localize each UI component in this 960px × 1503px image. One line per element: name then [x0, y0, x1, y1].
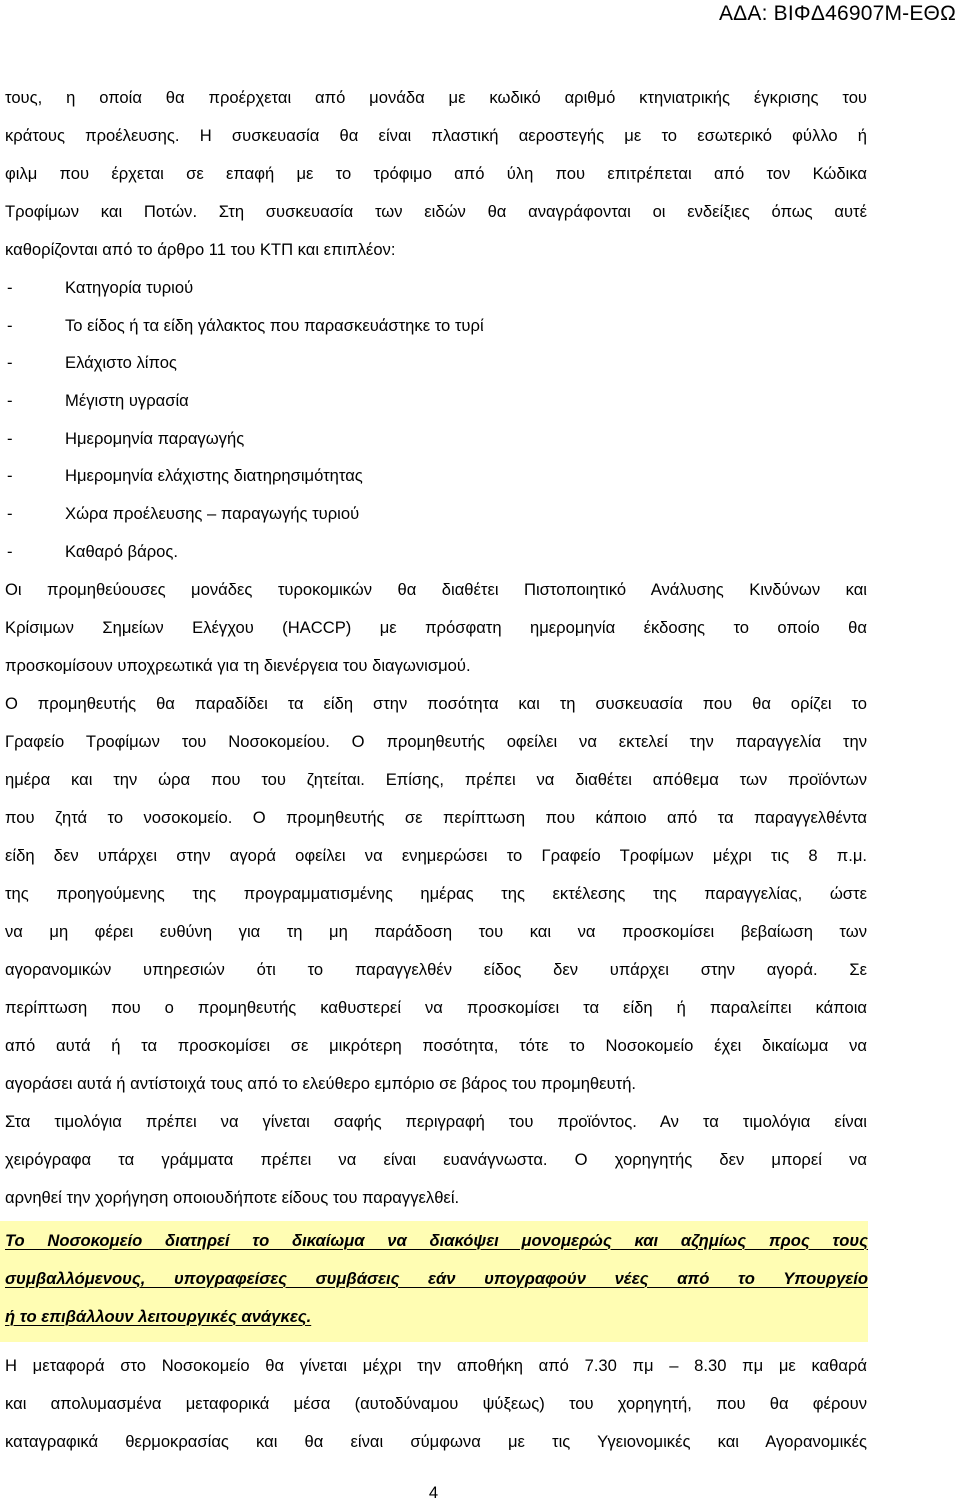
list-item: [5, 533, 867, 571]
list-item: [5, 495, 867, 533]
list-item: [5, 420, 867, 458]
list-item-text: Το είδος ή τα είδη γάλακτος που παρασκευάστηκε το τυρί: [65, 315, 484, 335]
text-line: καθορίζονται από το άρθρο 11 του ΚΤΠ και επιπλέον:: [5, 240, 396, 259]
text-line: Στα τιμολόγια πρέπει να γίνεται σαφής περιγραφή του προϊόντος. Αν τα τιμολόγια είναι: [5, 1111, 867, 1131]
text-line: Οι προμηθεύουσες μονάδες τυροκομικών θα διαθέτει Πιστοποιητικό Ανάλυσης Κινδύνων και: [5, 579, 867, 599]
ada-code: ΑΔΑ: ΒΙΦΔ46907Μ-ΕΘΩ: [718, 2, 956, 25]
notice-line: Το Νοσοκομείο διατηρεί το δικαίωμα να διακόψει μονομερώς και αζημίως προς τους: [5, 1230, 868, 1250]
text-line: τους, η οποία θα προέρχεται από μονάδα με κωδικό αριθμό κτηνιατρικής έγκρισης του: [5, 88, 867, 107]
text-line: είδη δεν υπάρχει στην αγορά οφείλει να ενημερώσει το Γραφείο Τροφίμων μέχρι τις 8 π.μ.: [5, 845, 867, 865]
paragraph-transport: [5, 1347, 867, 1461]
list-item: [5, 382, 867, 420]
list-bullet: -: [7, 391, 13, 411]
text-line: αγορανομικών υπηρεσιών ότι το παραγγελθέν είδος δεν υπάρχει στην αγορά. Σε: [5, 959, 867, 979]
text-line: της προηγούμενης της προγραμματισμένης ημέρας της εκτέλεσης της παραγγελίας, ώστε: [5, 883, 867, 903]
text-line: περίπτωση που ο προμηθευτής καθυστερεί να προσκομίσει τα είδη ή παραλείπει κάποια: [5, 997, 867, 1017]
paragraph-supplier-obligations: [5, 685, 867, 1103]
text-line: φιλμ που έρχεται σε επαφή με το τρόφιμο από ύλη που επιτρέπεται από τον Κώδικα: [5, 164, 867, 183]
paragraph-invoices: [5, 1103, 867, 1217]
paragraph-haccp: [5, 571, 867, 685]
list-item-text: Καθαρό βάρος.: [65, 541, 178, 561]
list-item: [5, 344, 867, 382]
text-line: Η μεταφορά στο Νοσοκομείο θα γίνεται μέχρι την αποθήκη από 7.30 πμ – 8.30 πμ με καθαρά: [5, 1355, 867, 1375]
list-item: [5, 457, 867, 495]
paragraph-packaging: [5, 79, 867, 269]
list-bullet: -: [7, 278, 13, 297]
text-line: χειρόγραφα τα γράμματα πρέπει να είναι ευανάγνωστα. Ο χορηγητής δεν μπορεί να: [5, 1149, 867, 1169]
notice-line: ή το επιβάλλουν λειτουργικές ανάγκες.: [5, 1306, 312, 1326]
text-line: Τροφίμων και Ποτών. Στη συσκευασία των ειδών θα αναγράφονται οι ενδείξιες όπως αυτέ: [5, 202, 867, 221]
text-line: Ο προμηθευτής θα παραδίδει τα είδη στην ποσότητα και τη συσκευασία που θα ορίζει το: [5, 693, 867, 713]
text-line: προσκομίσουν υποχρεωτικά για τη διενέργεια του διαγωνισμού.: [5, 655, 471, 675]
text-line: κράτους προέλευσης. Η συσκευασία θα είναι πλαστική αεροστεγής με το εσωτερικό φύλλο ή: [5, 126, 867, 145]
list-item-text: Ημερομηνία ελάχιστης διατηρησιμότητας: [65, 466, 363, 486]
text-line: και απολυμασμένα μεταφορικά μέσα (αυτοδύναμου ψύξεως) του χορηγητή, που θα φέρουν: [5, 1393, 867, 1413]
list-item-text: Ελάχιστο λίπος: [65, 353, 177, 373]
text-line: αγοράσει αυτά ή αντίστοιχά τους από το ελεύθερο εμπόριο σε βάρος του προμηθευτή.: [5, 1073, 637, 1093]
list-bullet: -: [7, 541, 13, 561]
text-line: ημέρα και την ώρα που του ζητείται. Επίσης, πρέπει να διαθέτει απόθεμα των προϊόντων: [5, 769, 867, 789]
list-item-text: Ημερομηνία παραγωγής: [65, 428, 245, 448]
document-body: [5, 79, 867, 1461]
list-item-text: Κατηγορία τυριού: [65, 278, 194, 297]
text-line: από αυτά ή τα προσκομίσει σε μικρότερη ποσότητα, τότε το Νοσοκομείο έχει δικαίωμα να: [5, 1035, 867, 1055]
list-bullet: -: [7, 428, 13, 448]
text-line: Γραφείο Τροφίμων του Νοσοκομείου. Ο προμηθευτής οφείλει να εκτελεί την παραγγελία την: [5, 731, 867, 751]
label-requirements-list: [5, 269, 867, 571]
page-number: 4: [428, 1483, 439, 1502]
list-item: [5, 307, 867, 345]
highlighted-notice: [0, 1221, 868, 1342]
list-item: [5, 269, 867, 307]
notice-line: συμβαλλόμενους, υπογραφείσες συμβάσεις εάν υπογραφούν νέες από το Υπουργείο: [5, 1268, 868, 1288]
list-bullet: -: [7, 353, 13, 373]
text-line: αρνηθεί την χορήγηση οποιουδήποτε είδους του παραγγελθεί.: [5, 1187, 460, 1207]
text-line: Κρίσιμων Σημείων Ελέγχου (HACCP) με πρόσφατη ημερομηνία έκδοσης το οποίο θα: [5, 617, 867, 637]
list-bullet: -: [7, 504, 13, 524]
list-bullet: -: [7, 466, 13, 486]
list-item-text: Χώρα προέλευσης – παραγωγής τυριού: [65, 504, 360, 524]
list-item-text: Μέγιστη υγρασία: [65, 391, 189, 411]
text-line: καταγραφικά θερμοκρασίας και θα είναι σύμφωνα με τις Υγειονομικές και Αγορανομικές: [5, 1431, 867, 1451]
text-line: που ζητά το νοσοκομείο. Ο προμηθευτής σε περίπτωση που κάποιο από τα παραγγελθέντα: [5, 807, 867, 827]
list-bullet: -: [7, 315, 13, 335]
text-line: να μη φέρει ευθύνη για τη μη παράδοση του και να προσκομίσει βεβαίωση των: [5, 921, 867, 941]
